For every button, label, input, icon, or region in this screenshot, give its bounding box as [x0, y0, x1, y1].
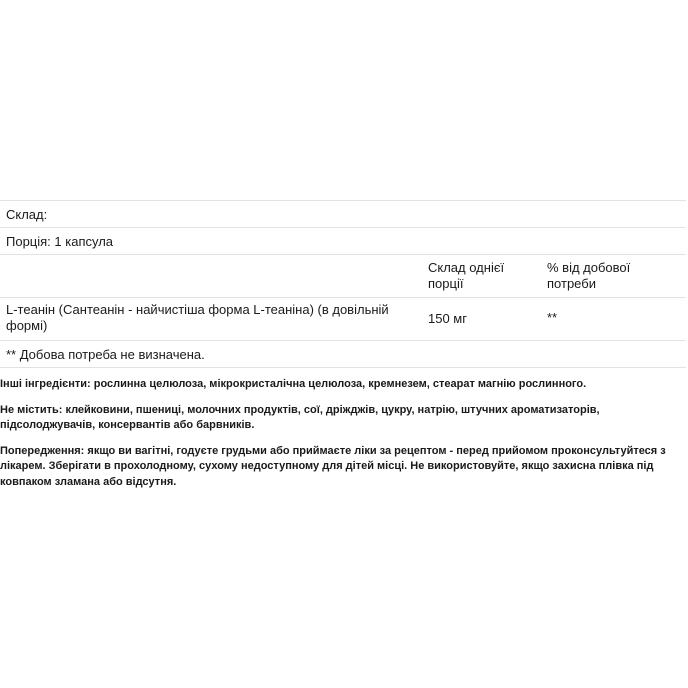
ingredient-name: L-теанін (Сантеанін - найчистіша форма L-теаніна) (в довільній формі) — [6, 302, 389, 333]
free-from-text: Не містить: клейковини, пшениці, молочних продуктів, сої, дріжджів, цукру, натрію, штучних ароматизаторів, підсолоджувачів, консервантів або барвників. — [0, 403, 600, 431]
composition-row — [0, 200, 686, 227]
footnote-row — [0, 340, 686, 368]
supplement-facts-table — [0, 200, 686, 368]
table-header-row — [0, 254, 686, 297]
ingredient-daily-value: ** — [547, 310, 558, 325]
amount-column-header: Склад однієї порції — [428, 260, 505, 291]
serving-label: Порція: 1 капсула — [6, 234, 114, 249]
composition-label: Склад: — [6, 207, 48, 222]
daily-value-footnote: ** Добова потреба не визначена. — [6, 347, 205, 362]
other-ingredients-text: Інші інгредієнти: рослинна целюлоза, мікрокристалічна целюлоза, кремнезем, стеарат магнію рослинного. — [0, 378, 587, 390]
table-row — [0, 297, 686, 340]
daily-value-column-header: % від добової потреби — [547, 260, 631, 291]
warning-text: Попередження: якщо ви вагітні, годуєте грудьми або приймаєте ліки за рецептом - перед прийомом проконсультуйтеся з лікарем. Зберігати в прохолодному, сухому недоступному для дітей місці. Не використовуйте, якщо захисна плівка під ковпаком зламана або відсутня. — [0, 444, 666, 488]
product-notes — [0, 377, 684, 500]
serving-row — [0, 227, 686, 254]
ingredient-amount: 150 мг — [428, 311, 467, 326]
